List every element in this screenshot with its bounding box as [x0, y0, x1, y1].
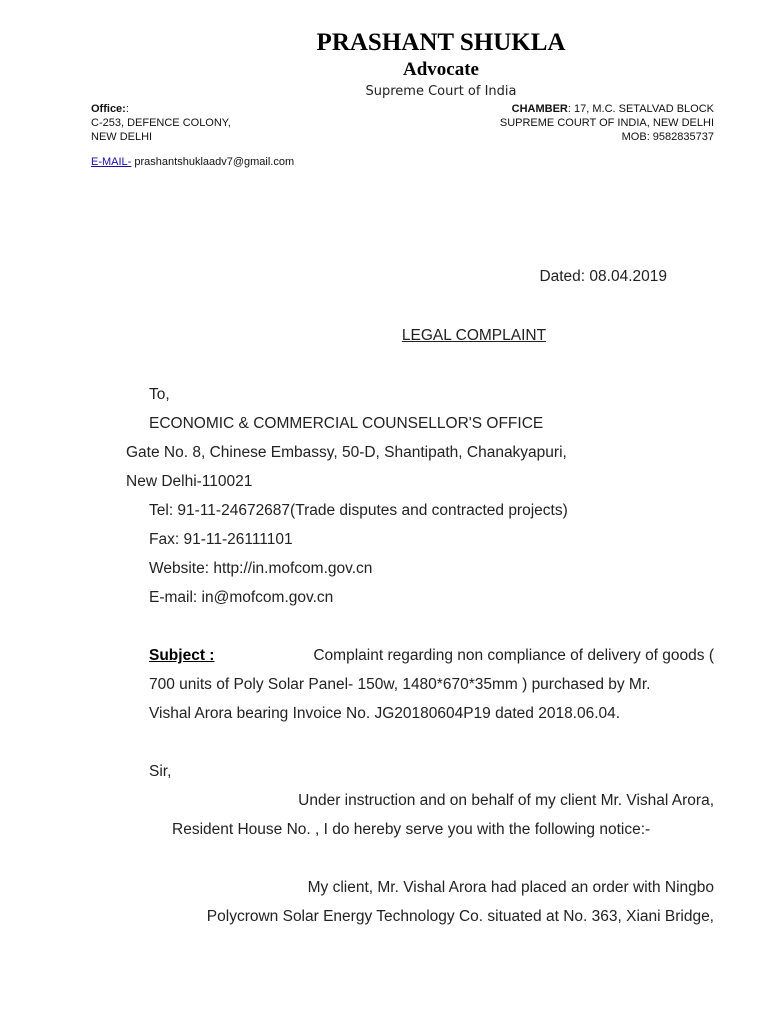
chamber-line-2: SUPREME COURT OF INDIA, NEW DELHI	[499, 117, 714, 129]
chamber-address	[500, 102, 714, 144]
mobile-number: MOB: 9582835737	[621, 131, 714, 143]
recipient-address-2: New Delhi-110021	[126, 473, 253, 490]
salutation: Sir,	[149, 763, 172, 780]
subject-line-2: 700 units of Poly Solar Panel- 150w, 1480*670*35mm ) purchased by Mr.	[149, 676, 651, 693]
subject-label-text: Subject :	[149, 647, 215, 664]
email-address: prashantshuklaadv7@gmail.com	[131, 156, 295, 168]
paragraph-1-line-2: Resident House No. , I do hereby serve you with the following notice:-	[172, 821, 651, 838]
paragraph-2-line-2: Polycrown Solar Energy Technology Co. situated at No. 363, Xiani Bridge,	[206, 908, 714, 925]
chamber-label: CHAMBER	[511, 103, 568, 115]
recipient-name: ECONOMIC & COMMERCIAL COUNSELLOR'S OFFICE	[149, 415, 544, 432]
email-link[interactable]: E-MAIL-	[91, 156, 132, 168]
paragraph-1-line-1: Under instruction and on behalf of my client Mr. Vishal Arora,	[298, 792, 714, 809]
subject-line-1: Complaint regarding non compliance of delivery of goods (	[313, 647, 714, 664]
recipient-fax: Fax: 91-11-26111101	[149, 531, 293, 548]
paragraph-2-line-1: My client, Mr. Vishal Arora had placed an order with Ningbo	[307, 879, 714, 896]
recipient-address-1: Gate No. 8, Chinese Embassy, 50-D, Shantipath, Chanakyapuri,	[126, 444, 567, 461]
letter-heading: LEGAL COMPLAINT	[401, 327, 547, 344]
chamber-value: : 17, M.C. SETALVAD BLOCK	[567, 103, 714, 115]
advocate-name: PRASHANT SHUKLA	[316, 29, 566, 56]
office-address	[91, 102, 231, 144]
subject-label	[149, 641, 214, 670]
recipient-email: E-mail: in@mofcom.gov.cn	[149, 589, 334, 606]
court-name: Supreme Court of India	[365, 84, 517, 99]
office-line-2: NEW DELHI	[91, 131, 153, 143]
recipient-website: Website: http://in.mofcom.gov.cn	[149, 560, 373, 577]
to-line: To,	[149, 386, 170, 403]
office-label: Office:	[91, 103, 126, 115]
office-colon: :	[125, 103, 129, 115]
letter-date: Dated: 08.04.2019	[539, 268, 667, 285]
advocate-title: Advocate	[403, 59, 479, 80]
email-line	[91, 156, 294, 168]
recipient-tel: Tel: 91-11-24672687(Trade disputes and contracted projects)	[149, 502, 568, 519]
office-line-1: C-253, DEFENCE COLONY,	[91, 117, 231, 129]
subject-line-3: Vishal Arora bearing Invoice No. JG20180604P19 dated 2018.06.04.	[149, 705, 621, 722]
